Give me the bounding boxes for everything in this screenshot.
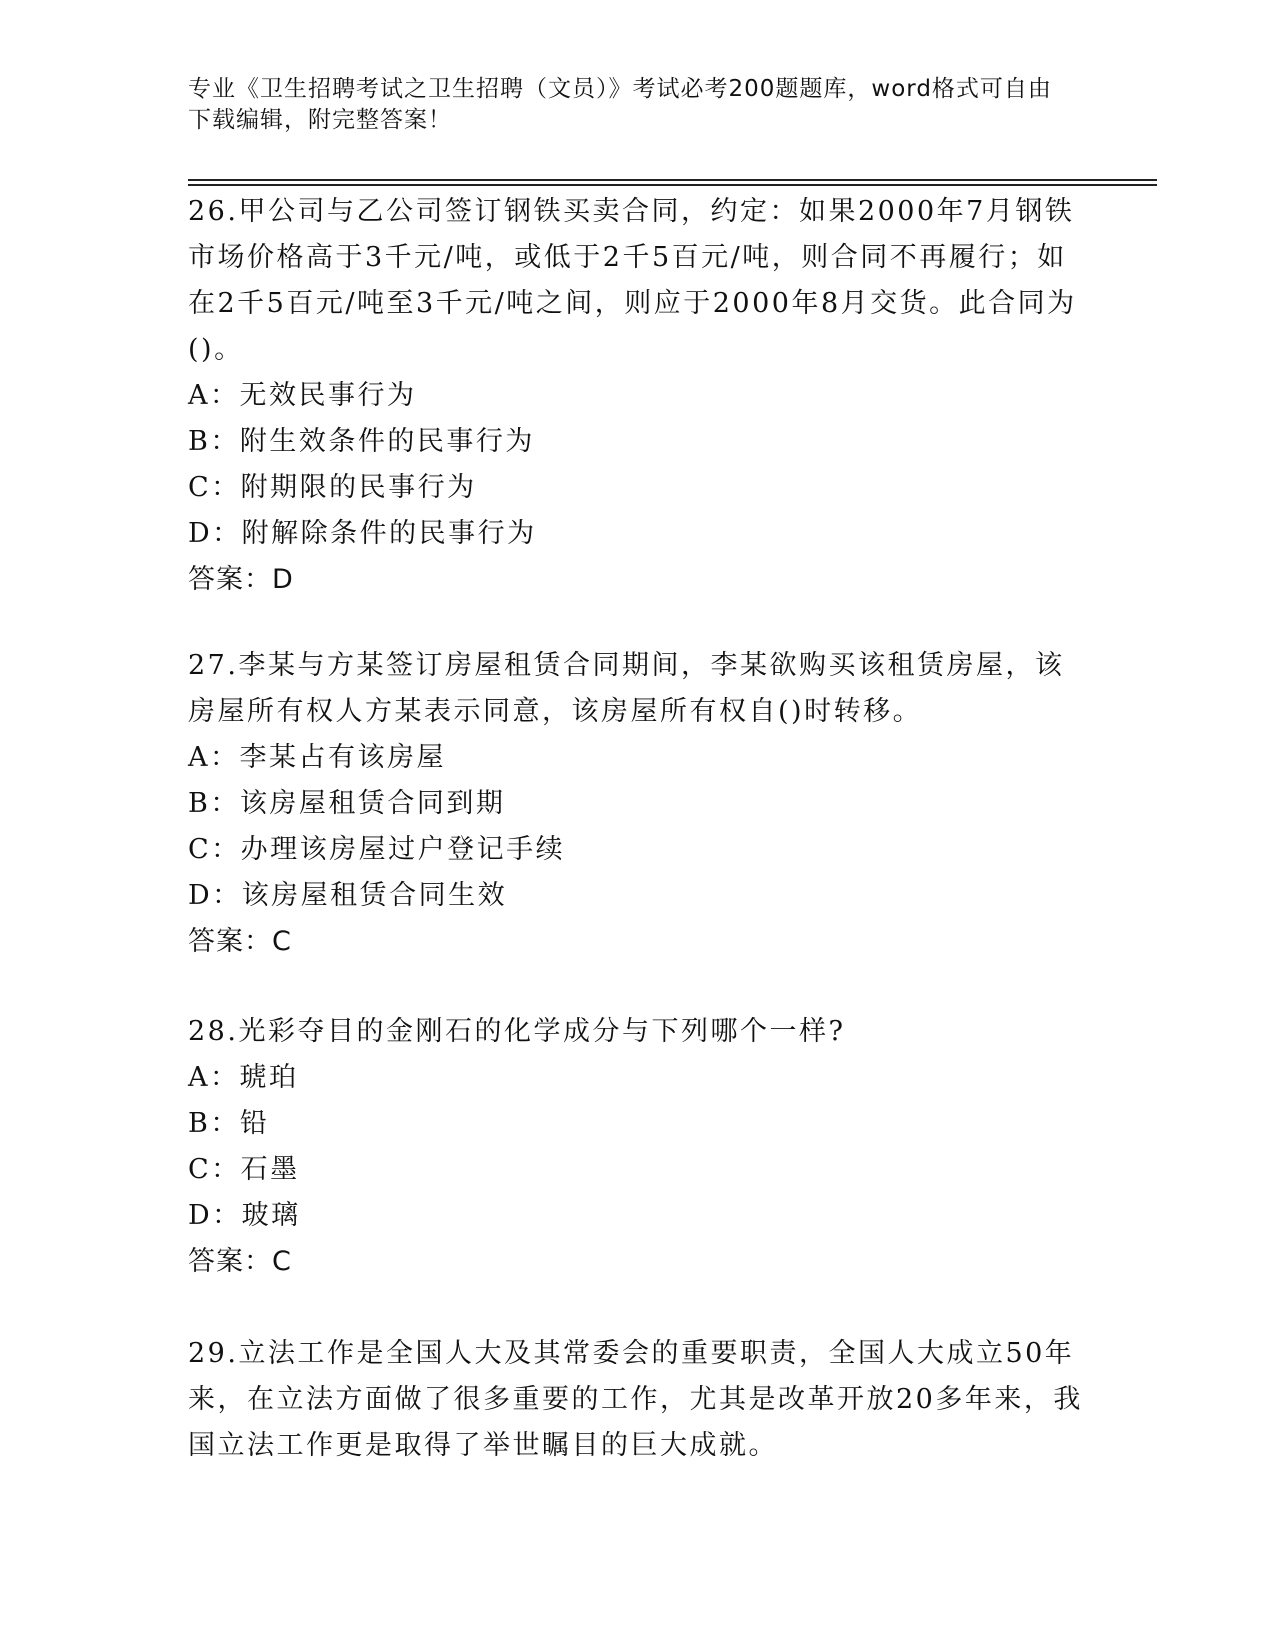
answer-line: 答案：D	[188, 564, 294, 595]
document-header: 专业《卫生招聘考试之卫生招聘（文员）》考试必考200题题库，word格式可自由下载编辑，附完整答案！	[188, 76, 1052, 133]
option-a: A：琥珀	[188, 1062, 299, 1093]
option-b: B：铅	[188, 1108, 270, 1139]
question-29	[188, 1331, 1088, 1469]
option-a: A：无效民事行为	[188, 380, 417, 411]
header-divider-top	[188, 179, 1157, 181]
option-list	[188, 1055, 1088, 1239]
question-stem: 28.光彩夺目的金刚石的化学成分与下列哪个一样?	[188, 1016, 846, 1047]
option-list	[188, 373, 1088, 557]
option-d: D：玻璃	[188, 1200, 301, 1231]
option-b: B：该房屋租赁合同到期	[188, 788, 506, 819]
question-27	[188, 643, 1088, 965]
question-28	[188, 1009, 1088, 1285]
option-b: B：附生效条件的民事行为	[188, 426, 535, 457]
answer-line: 答案：C	[188, 926, 292, 957]
header-divider-bottom	[188, 184, 1157, 186]
question-stem: 26.甲公司与乙公司签订钢铁买卖合同，约定：如果2000年7月钢铁市场价格高于3千元/吨，或低于2千5百元/吨，则合同不再履行；如在2千5百元/吨至3千元/吨之间，则应于2000年8月交货。此合同为()。	[188, 196, 1077, 365]
option-c: C：石墨	[188, 1154, 300, 1185]
option-d: D：附解除条件的民事行为	[188, 518, 537, 549]
question-stem: 27.李某与方某签订房屋租赁合同期间，李某欲购买该租赁房屋，该房屋所有权人方某表示同意，该房屋所有权自()时转移。	[188, 650, 1065, 727]
option-a: A：李某占有该房屋	[188, 742, 446, 773]
option-c: C：附期限的民事行为	[188, 472, 477, 503]
option-c: C：办理该房屋过户登记手续	[188, 834, 566, 865]
answer-line: 答案：C	[188, 1246, 292, 1277]
question-26	[188, 189, 1088, 603]
option-d: D：该房屋租赁合同生效	[188, 880, 508, 911]
option-list	[188, 735, 1088, 919]
question-stem: 29.立法工作是全国人大及其常委会的重要职责，全国人大成立50年来，在立法方面做了很多重要的工作，尤其是改革开放20多年来，我国立法工作更是取得了举世瞩目的巨大成就。	[188, 1338, 1083, 1461]
